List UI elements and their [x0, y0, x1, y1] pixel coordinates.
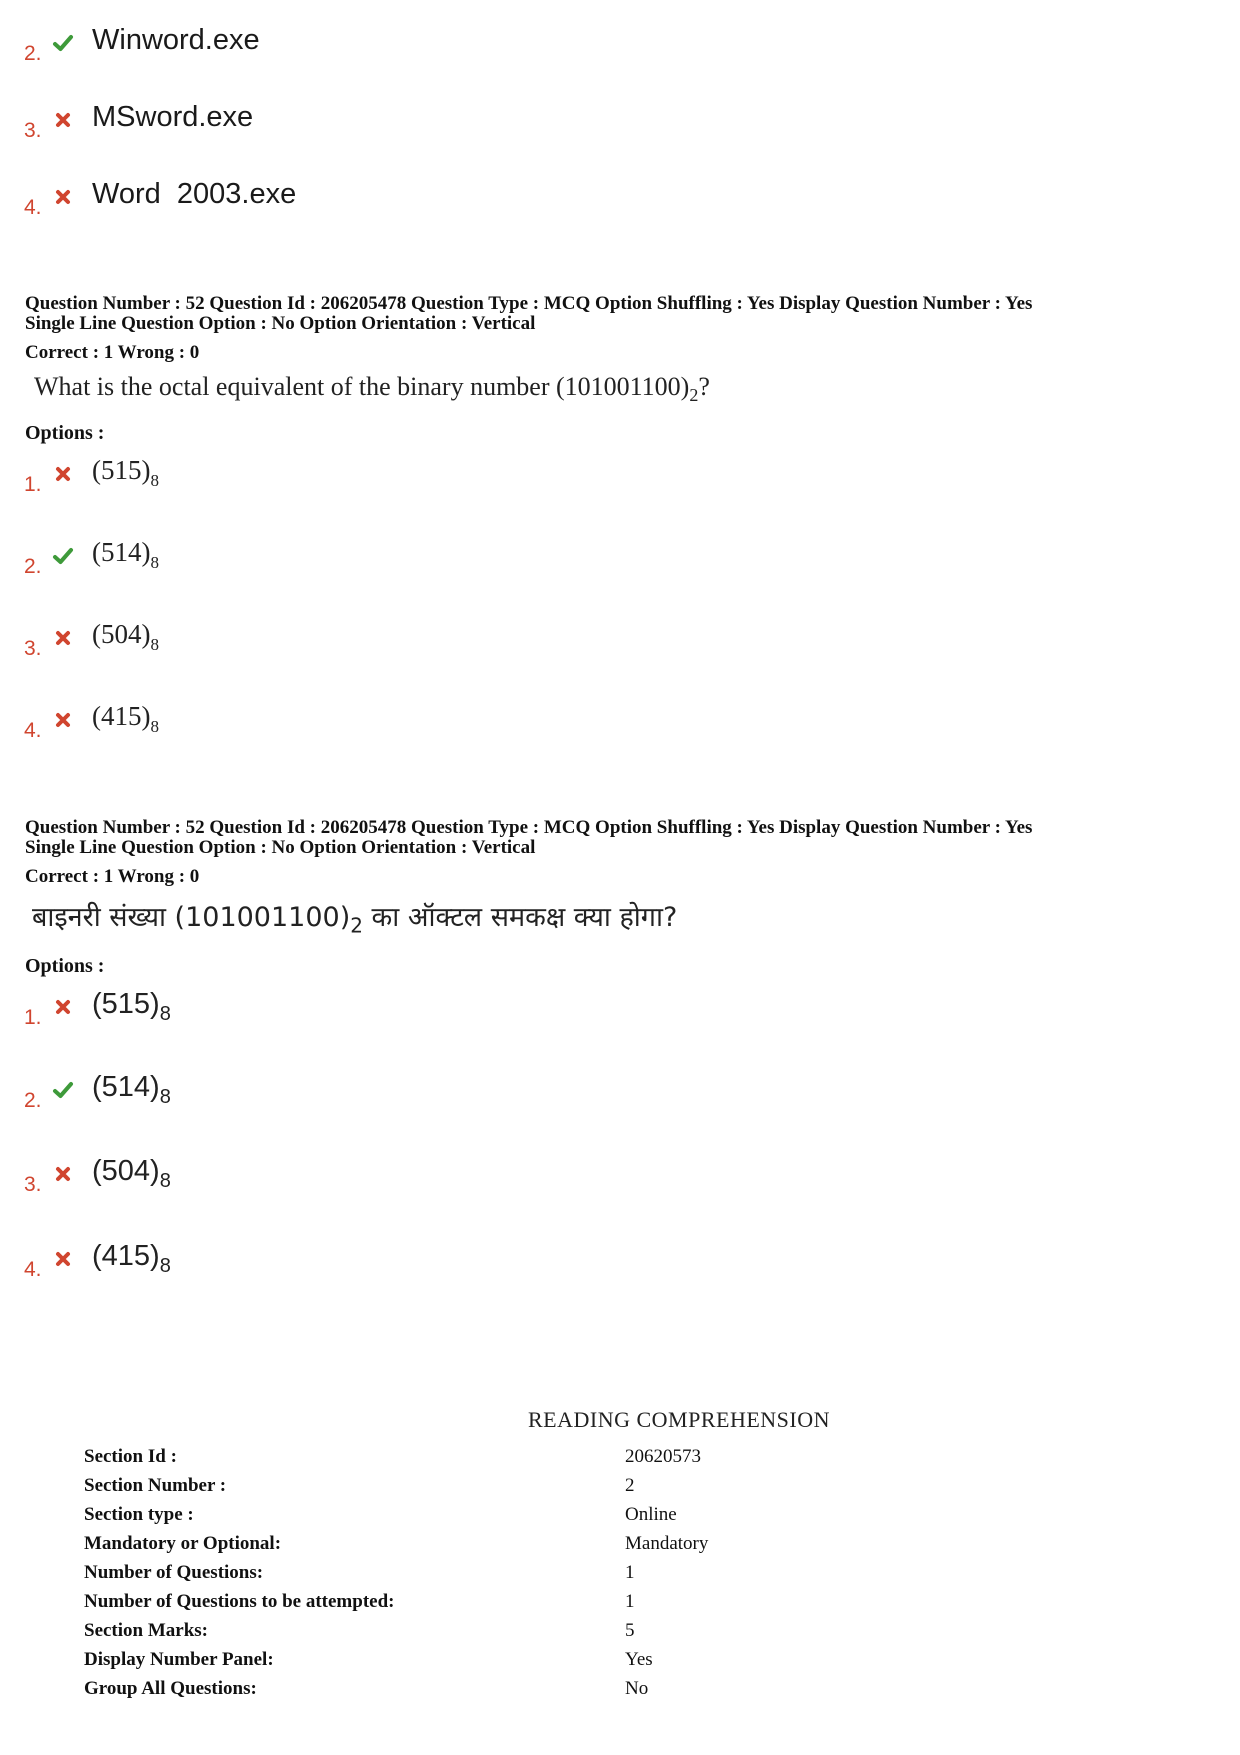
- section-value: Mandatory: [625, 1533, 709, 1554]
- option-base: 8: [159, 1086, 171, 1108]
- option-base: 8: [150, 717, 159, 736]
- question-meta-line1: Question Number : 52 Question Id : 206205478 Question Type : MCQ Option Shuffling : Yes Display Question Number : Yes: [25, 817, 1033, 838]
- section-key: Number of Questions to be attempted:: [84, 1591, 395, 1612]
- question-text-end: ?: [698, 372, 710, 401]
- cross-icon: [52, 109, 74, 131]
- question-meta-line1: Question Number : 52 Question Id : 206205478 Question Type : MCQ Option Shuffling : Yes Display Question Number : Yes: [25, 293, 1033, 314]
- option-value-text: (515): [92, 455, 151, 485]
- check-icon: [52, 32, 74, 54]
- check-icon: [52, 1079, 74, 1101]
- option-value: [92, 619, 159, 655]
- section-value: 5: [625, 1620, 635, 1641]
- question-text: [32, 897, 677, 937]
- option-number: 2.: [24, 555, 42, 578]
- option-text: Winword.exe: [92, 24, 260, 56]
- section-key: Section type :: [84, 1504, 194, 1525]
- question-text-subscript: 2: [689, 385, 699, 406]
- option-base: 8: [150, 471, 159, 490]
- option-value: [92, 701, 159, 737]
- section-key: Section Id :: [84, 1446, 177, 1467]
- question-meta-line2: Single Line Question Option : No Option Orientation : Vertical: [25, 313, 536, 334]
- section-key: Section Number :: [84, 1475, 227, 1496]
- option-value-text: (504): [92, 619, 151, 649]
- option-base: 8: [159, 1170, 171, 1192]
- option-number: 4.: [24, 719, 42, 742]
- section-key: Mandatory or Optional:: [84, 1533, 282, 1554]
- cross-icon: [52, 186, 74, 208]
- option-value: [92, 1240, 171, 1278]
- cross-icon: [52, 1248, 74, 1270]
- section-key: Number of Questions:: [84, 1562, 264, 1583]
- section-key: Section Marks:: [84, 1620, 209, 1641]
- option-number: 3.: [24, 119, 42, 142]
- option-value: [92, 537, 159, 573]
- question-marks: Correct : 1 Wrong : 0: [25, 866, 200, 887]
- cross-icon: [52, 996, 74, 1018]
- section-value: Online: [625, 1504, 677, 1525]
- cross-icon: [52, 709, 74, 731]
- option-number: 1.: [24, 1006, 42, 1029]
- option-base: 8: [159, 1003, 171, 1025]
- option-text: MSword.exe: [92, 101, 254, 133]
- question-text-main: बाइनरी संख्या (101001100): [32, 902, 351, 933]
- section-value: 1: [625, 1591, 635, 1612]
- option-text: Word 2003.exe: [92, 178, 297, 210]
- section-value: 1: [625, 1562, 635, 1583]
- cross-icon: [52, 1163, 74, 1185]
- option-value: [92, 988, 171, 1026]
- question-text-end: का ऑक्टल समकक्ष क्या होगा?: [362, 902, 678, 933]
- option-number: 4.: [24, 196, 42, 219]
- option-number: 2.: [24, 1089, 42, 1112]
- options-label: Options :: [25, 955, 105, 977]
- question-marks: Correct : 1 Wrong : 0: [25, 342, 200, 363]
- section-value: 20620573: [625, 1446, 701, 1467]
- option-base: 8: [159, 1255, 171, 1277]
- option-value: [92, 1155, 171, 1193]
- question-meta-line2: Single Line Question Option : No Option Orientation : Vertical: [25, 837, 536, 858]
- options-label: Options :: [25, 422, 105, 444]
- option-value-text: (415): [92, 701, 151, 731]
- option-value-text: (514): [92, 537, 151, 567]
- option-base: 8: [150, 553, 159, 572]
- option-value-text: (514): [92, 1071, 160, 1103]
- section-value: 2: [625, 1475, 635, 1496]
- option-value: [92, 1071, 171, 1109]
- option-number: 4.: [24, 1258, 42, 1281]
- cross-icon: [52, 463, 74, 485]
- question-text-main: What is the octal equivalent of the binary number (101001100): [34, 372, 690, 401]
- section-value: No: [625, 1678, 649, 1699]
- option-base: 8: [150, 635, 159, 654]
- section-title: READING COMPREHENSION: [527, 1407, 830, 1432]
- question-text-subscript: 2: [350, 913, 363, 938]
- section-value: Yes: [625, 1649, 653, 1670]
- section-key: Display Number Panel:: [84, 1649, 274, 1670]
- option-number: 3.: [24, 637, 42, 660]
- option-value-text: (504): [92, 1155, 160, 1187]
- option-number: 1.: [24, 473, 42, 496]
- option-value: [92, 455, 159, 491]
- cross-icon: [52, 627, 74, 649]
- option-value-text: (515): [92, 988, 160, 1020]
- question-text: [34, 372, 710, 406]
- option-number: 2.: [24, 42, 42, 65]
- option-value-text: (415): [92, 1240, 160, 1272]
- option-number: 3.: [24, 1173, 42, 1196]
- check-icon: [52, 545, 74, 567]
- section-key: Group All Questions:: [84, 1678, 257, 1699]
